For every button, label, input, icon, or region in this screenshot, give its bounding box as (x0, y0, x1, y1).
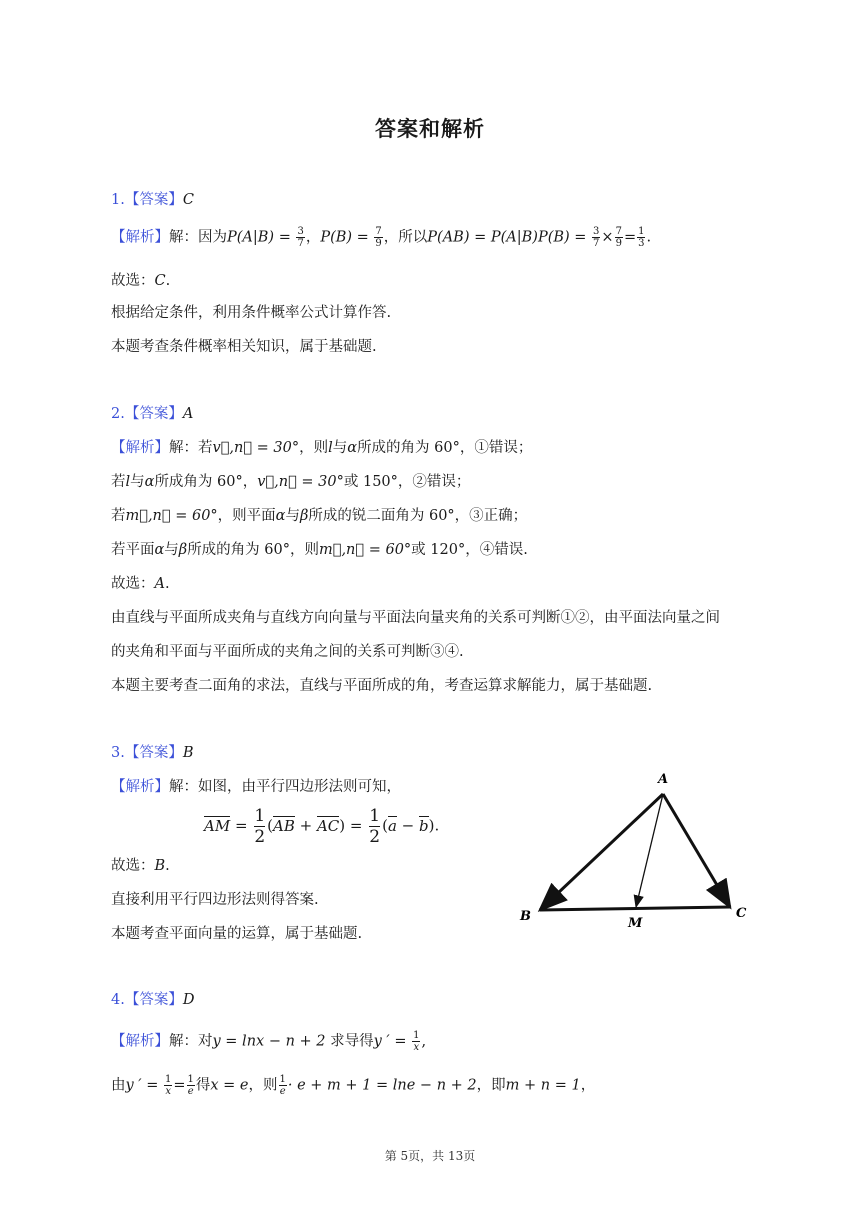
q3-line-1: 【解析】解：如图，由平行四边形法则可知， (111, 779, 401, 795)
q1-analysis-line: 【解析】解：因为P(A|B) = $\frac{3}{7}$ ，P(B) = $\frac{7}{9}$ ，所以P(AB) = P(A|B)P(B) = $\frac{3}{7}$ × $\frac{7}{9}$ = $\frac{1}{3}$ . (111, 226, 652, 249)
q3-vector-equation: AM = $\frac{1}{2}$ (AB + AC) = $\frac{1}{2}$ (a − b). (204, 806, 440, 847)
q2-line-3: 若m⃗,n⃗ = 60°，则平面α与β所成的锐二面角为 60°，③正确； (111, 508, 528, 524)
q2-note-2: 的夹角和平面与平面所成的夹角之间的关系可判断③④. (111, 644, 464, 660)
q2-analysis-tag: 【解析】 (111, 440, 169, 456)
q2-line-1: 【解析】解：若v⃗,n⃗ = 30°，则l与α所成的角为 60°，①错误； (111, 440, 533, 456)
label-A: A (658, 772, 669, 787)
q1-note-1: 根据给定条件，利用条件概率公式计算作答. (111, 305, 392, 321)
q3-note-2: 本题考查平面向量的运算，属于基础题. (111, 926, 363, 942)
q4-line-1: 【解析】解：对y = lnx − n + 2 求导得y ′ = $\frac{1}{x}$ , (111, 1030, 427, 1053)
q4-answer-line: 4.【答案】D (111, 992, 195, 1008)
label-B: B (520, 909, 531, 924)
q3-answer-line: 3.【答案】B (111, 745, 194, 761)
q2-answer-line: 2.【答案】A (111, 406, 194, 422)
q4-analysis-tag: 【解析】 (111, 1033, 169, 1050)
q1-answer-line (111, 190, 194, 210)
q1-text: 解：因为 (169, 229, 227, 246)
label-C: C (736, 906, 747, 921)
q1-answer-tag: 【答案】 (124, 192, 183, 208)
q2-note-3: 本题主要考查二面角的求法，直线与平面所成的角，考查运算求解能力，属于基础题. (111, 678, 653, 694)
vector-AB (540, 794, 663, 910)
q1-number: 1. (111, 192, 125, 208)
q4-answer: D (182, 992, 195, 1008)
q1-fraction: $\frac{3}{7}$ (297, 226, 304, 249)
q3-analysis-tag: 【解析】 (111, 779, 169, 795)
segment-BC (540, 907, 730, 910)
label-M: M (628, 916, 643, 931)
q2-line-4: 若平面α与β所成的角为 60°，则m⃗,n⃗ = 60°或 120°，④错误. (111, 542, 528, 558)
page-title: 答案和解析 (375, 116, 485, 141)
page-footer: 第 5页，共 13页 (384, 1149, 476, 1163)
q2-note-1: 由直线与平面所成夹角与直线方向向量与平面法向量夹角的关系可判断①②，由平面法向量之间 (111, 610, 720, 626)
q1-note-2: 本题考查条件概率相关知识，属于基础题. (111, 339, 377, 355)
triangle-figure (510, 765, 760, 935)
q3-answer: B (182, 745, 194, 761)
q2-choose: 故选：A. (111, 576, 170, 592)
q2-answer: A (182, 406, 194, 422)
q1-choose: 故选：C. (111, 273, 171, 289)
q4-line-2: 由y ′ = $\frac{1}{x}$ = $\frac{1}{e}$ 得x = e，则 $\frac{1}{e}$ · e + m + 1 = lne − n + 2，即m + n = 1， (111, 1074, 596, 1097)
vector-AM (636, 794, 663, 907)
q2-line-2: 若l与α所成角为 60°，v⃗,n⃗ = 30°或 150°，②错误； (111, 474, 471, 490)
q3-choose: 故选：B. (111, 858, 170, 874)
q1-formula: P(A|B) = (227, 229, 296, 246)
q1-answer: C (182, 192, 194, 208)
q3-note-1: 直接利用平行四边形法则得答案. (111, 892, 319, 908)
vector-AC (663, 794, 730, 907)
q1-analysis-tag: 【解析】 (111, 229, 169, 246)
